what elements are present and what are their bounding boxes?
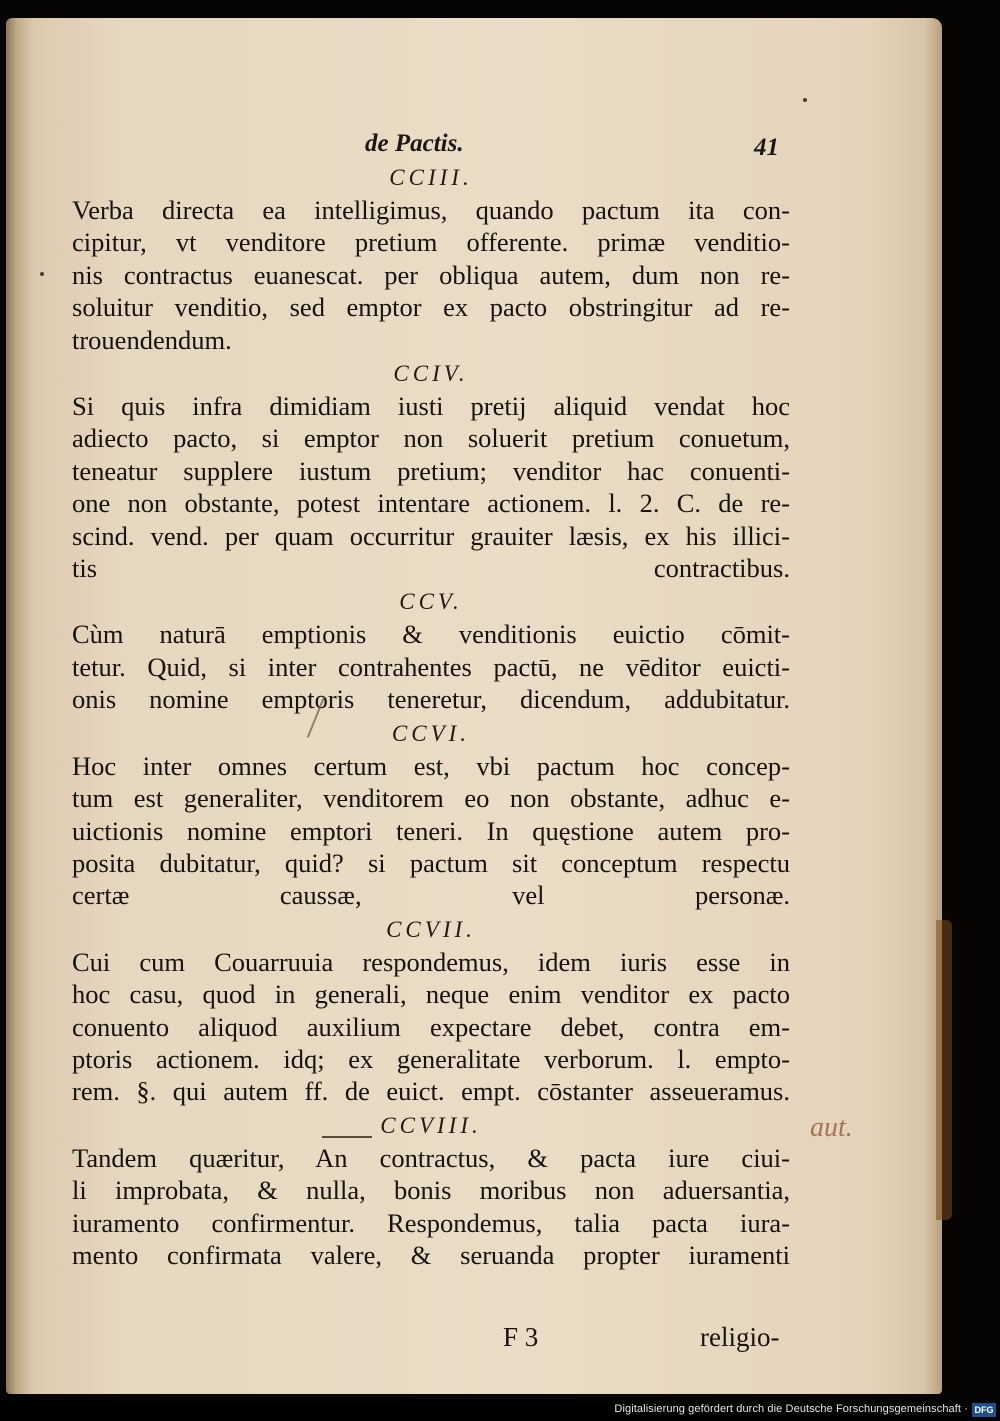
ink-spot [40,272,44,276]
text-line: Verba directa ea intelligimus, quando pactum ita con- [72,195,790,225]
section-heading: CCVII. [386,916,476,942]
page-edge [936,920,952,1220]
section-heading: CCVIII. [380,1112,482,1138]
text-line: Hoc inter omnes certum est, vbi pactum hoc concep- [72,750,790,781]
section-paragraph [72,390,790,584]
text-line: teneatur supplere iustum pretium; venditor hac conuenti- [72,455,790,486]
text-line: nis contractus euanescat. per obliqua autem, dum non re- [72,259,790,290]
text-line: li improbata, & nulla, bonis moribus non aduersantia, [72,1175,790,1206]
text-line: one non obstante, potest intentare actionem. l. 2. C. de re- [72,488,790,519]
text-line: onis nomine emptoris teneretur, dicendum, addubitatur. [72,684,790,715]
signature-mark: F 3 [503,1322,539,1352]
text-line: Si quis infra dimidiam iusti pretij aliquid vendat hoc [72,391,790,422]
section-paragraph [72,750,790,912]
text-line: Cui cum Couarruuia respondemus, idem iuris esse in [72,946,790,977]
section-heading: CCIV. [393,361,469,387]
text-line: ptoris actionem. idq; ex generalitate verborum. l. empto- [72,1043,790,1074]
running-head [0,130,1000,166]
section-heading: CCIII. [389,165,473,190]
text-line: tis contractibus. [72,553,790,584]
section-heading: CCVI. [391,720,471,746]
text-block [72,162,790,1273]
text-line: trouendendum. [72,324,232,355]
text-line: tum est generaliter, venditorem eo non obstante, adhuc e- [72,783,790,814]
text-line: iuramento confirmentur. Respondemus, talia pacta iura- [72,1207,790,1238]
text-line: soluitur venditio, sed emptor ex pacto obstringitur ad re- [72,292,790,323]
text-line: mento confirmata valere, & seruanda propter iuramenti [72,1239,790,1270]
dfg-logo: DFG [972,1403,996,1417]
text-line: tetur. Quid, si inter contrahentes pactū, ne vēditor euicti- [72,651,790,682]
text-line: Tandem quæritur, An contractus, & pacta iure ciui- [72,1142,790,1173]
text-line: conuento aliquod auxilium expectare debet, contra em- [72,1011,790,1042]
text-line: certæ caussæ, vel personæ. [72,880,790,911]
page-number: 41 [754,134,779,161]
running-title: de Pactis. [365,130,464,157]
credit-bar [0,1400,1000,1421]
section-paragraph [72,618,790,715]
text-line: posita dubitatur, quid? si pactum sit conceptum respectu [72,847,790,878]
catchword: religio- [700,1322,780,1352]
text-line: uictionis nomine emptori teneri. In quęstione autem pro- [72,815,790,846]
text-line: adiecto pacto, si emptor non soluerit pretium conuetum, [72,423,790,454]
text-line: scind. vend. per quam occurritur grauiter læsis, ex his illici- [72,520,790,551]
strikethrough-mark [322,1136,372,1138]
text-line: cipitur, vt venditore pretium offerente. primæ venditio- [72,227,790,258]
section-paragraph [72,194,790,356]
text-line: rem. §. qui autem ff. de euict. empt. cōstanter asseueramus. [72,1076,790,1107]
text-line: Cùm naturā emptionis & venditionis euictio cōmit- [72,619,790,650]
section-heading: CCV. [399,589,463,615]
section-paragraph [72,946,790,1108]
section-paragraph [72,1142,790,1272]
page-footer [0,1322,1000,1362]
handwritten-margin-note: aut. [810,1112,853,1143]
text-line: hoc casu, quod in generali, neque enim venditor ex pacto [72,979,790,1010]
ink-spot [803,98,807,102]
digitization-credit: Digitalisierung gefördert durch die Deutsche Forschungsgemeinschaft · [614,1403,968,1415]
